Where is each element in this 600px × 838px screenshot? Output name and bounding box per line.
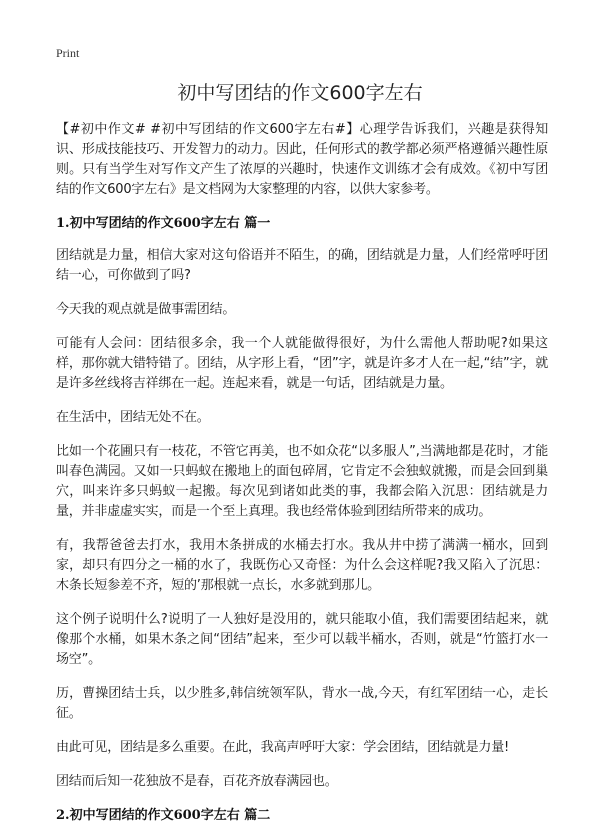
section-1-heading: 1.初中写团结的作文600字左右 篇一 (56, 216, 271, 231)
paragraph: 团结就是力量，相信大家对这句俗语并不陌生，的确，团结就是力量，人们经常呼吁团结一心，可你做到了吗? (56, 248, 548, 283)
paragraph: 历，曹操团结士兵，以少胜多,韩信统领军队，背水一战,今天，有红军团结一心，走长征。 (56, 686, 548, 721)
paragraph: 由此可见，团结是多么重要。在此，我高声呼吁大家：学会团结，团结就是力量! (56, 740, 510, 755)
print-label[interactable]: Print (56, 46, 80, 60)
paragraph: 今天我的观点就是做事需团结。 (56, 302, 236, 317)
page-title: 初中写团结的作文600字左右 (177, 82, 423, 104)
section-2-heading: 2.初中写团结的作文600字左右 篇二 (56, 808, 271, 823)
intro-paragraph: 【#初中作文# #初中写团结的作文600字左右#】心理学告诉我们，兴趣是获得知识、形成技能技巧、开发智力的动力。因此，任何形式的教学都必须严格遵循兴趣性原则。只有当学生对写作文产生了浓厚的兴趣时，快速作文训练才会有成效。《初中写团结的作文600字左右》是文档网为大家整理的内容，以供大家参考。 (56, 122, 548, 197)
paragraph: 可能有人会问：团结很多余，我一个人就能做得很好，为什么需他人帮助呢?如果这样，那你就大错特错了。团结，从字形上看，“团”字，就是许多才人在一起,“结”字，就是许多丝线将吉祥绑在一起。连起来看，就是一句话，团结就是力量。 (56, 336, 548, 391)
article-body (56, 120, 548, 838)
paragraph: 有，我帮爸爸去打水，我用木条拼成的水桶去打水。我从井中捞了满满一桶水，回到家，却只有四分之一桶的水了，我既伤心又奇怪：为什么会这样呢?我又陷入了沉思：木条长短参差不齐，短的’那根就一点长，水多就到那儿。 (56, 538, 548, 593)
paragraph: 这个例子说明什么?说明了一人独好是没用的，就只能取小值，我们需要团结起来，就像那个水桶，如果木条之间“团结”起来，至少可以载半桶水，否则，就是“竹篮打水一场空”。 (56, 612, 548, 667)
paragraph: 比如一个花圃只有一枝花，不管它再美，也不如众花“以多服人”,当满地都是花时，才能叫春色满园。又如一只蚂蚁在搬地上的面包碎屑，它肯定不会独蚁就搬，而是会回到巢穴，叫来许多只蚂蚁一起搬。每次见到诸如此类的事，我都会陷入沉思：团结就是力量，并非虚虚实实，而是一个至上真理。我也经常体验到团结所带来的成功。 (56, 444, 548, 519)
paragraph: 在生活中，团结无处不在。 (56, 410, 210, 425)
paragraph: 团结而后知一花独放不是春，百花齐放春满园也。 (56, 774, 338, 789)
